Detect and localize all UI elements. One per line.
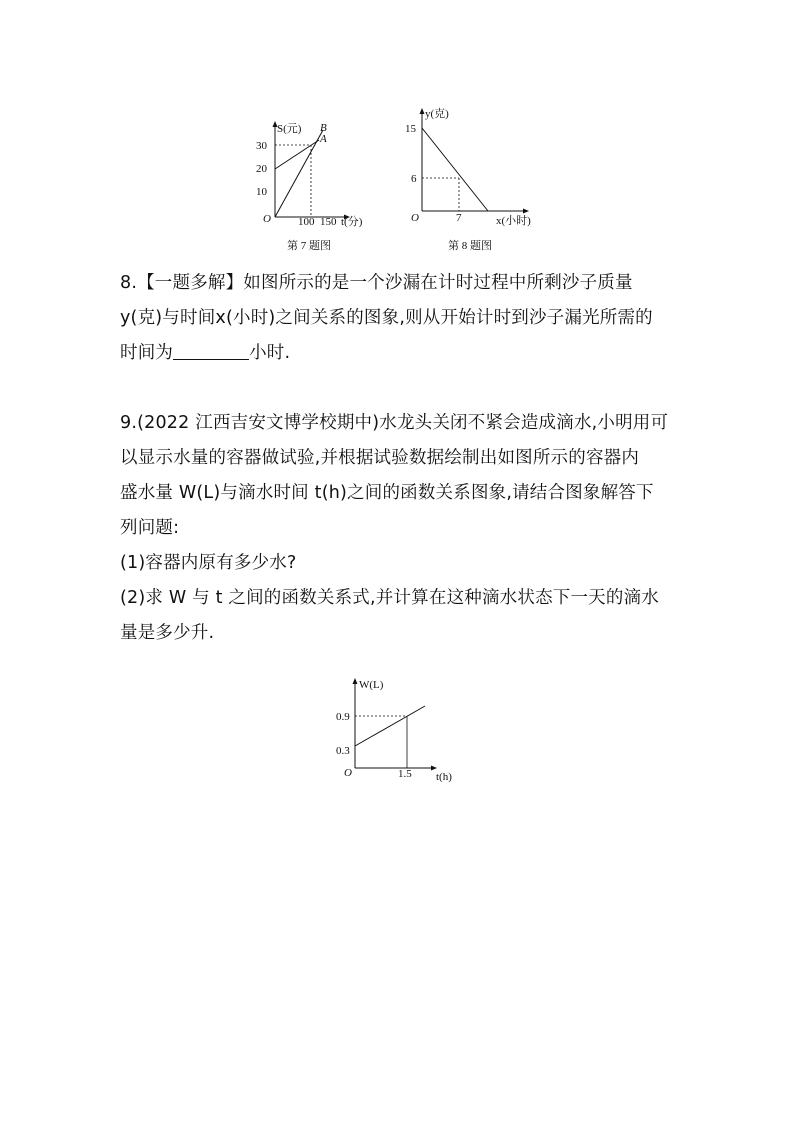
q8-line-3-after: 小时.	[249, 343, 291, 363]
fig8-x-label: x(小时)	[496, 215, 531, 227]
figure-7	[250, 118, 380, 258]
fig9-x-arrow	[431, 766, 437, 771]
answer-blank[interactable]	[173, 339, 249, 360]
fig9-y-tick-0.9: 0.9	[336, 711, 350, 723]
fig8-x-tick-7: 7	[456, 212, 462, 224]
fig7-y-label: S(元)	[277, 123, 302, 135]
question-8	[120, 266, 680, 371]
q9-part-2-line-1: (2)求 W 与 t 之间的函数关系式,并计算在这种滴水状态下一天的滴水	[120, 588, 659, 608]
q9-line-2: 以显示水量的容器做试验,并根据试验数据绘制出如图所示的容器内	[120, 448, 640, 468]
figure-8	[400, 103, 550, 258]
fig8-y-arrow	[420, 108, 425, 114]
fig7-caption: 第 7 题图	[287, 240, 331, 252]
fig9-origin: O	[344, 767, 352, 779]
fig9-y-tick-0.3: 0.3	[336, 745, 350, 757]
fig7-y-tick-20: 20	[256, 163, 267, 175]
q8-line-2: y(克)与时间x(小时)之间关系的图象,则从开始计时到沙子漏光所需的	[120, 308, 653, 328]
fig8-y-tick-6: 6	[411, 173, 417, 185]
q9-line-4: 列问题:	[120, 518, 180, 538]
fig8-line	[422, 128, 488, 211]
fig7-x-label: t(分)	[341, 216, 363, 228]
fig9-line	[355, 706, 425, 746]
q9-line-3: 盛水量 W(L)与滴水时间 t(h)之间的函数关系图象,请结合图象解答下	[120, 483, 654, 503]
q9-line-1: 9.(2022 江西吉安文博学校期中)水龙头关闭不紧会造成滴水,小明用可	[120, 413, 669, 433]
figure-9	[330, 672, 470, 787]
fig7-line-a	[275, 140, 319, 169]
q9-part-1: (1)容器内原有多少水?	[120, 553, 297, 573]
fig7-x-tick-150: 150	[320, 216, 337, 228]
q8-line-1: 8.【一题多解】如图所示的是一个沙漏在计时过程中所剩沙子质量	[120, 273, 633, 293]
fig7-y-tick-10: 10	[256, 186, 267, 198]
fig9-y-label: W(L)	[359, 679, 384, 691]
fig7-point-a: A	[320, 133, 327, 145]
question-9	[120, 406, 680, 651]
q8-line-3	[120, 336, 680, 371]
fig8-y-tick-15: 15	[405, 123, 416, 135]
q9-part-2-line-2: 量是多少升.	[120, 623, 215, 643]
fig9-y-arrow	[353, 678, 358, 684]
fig7-x-tick-100: 100	[298, 216, 315, 228]
q8-line-3-before: 时间为	[120, 343, 174, 363]
fig7-point-b: B	[320, 122, 327, 134]
fig8-origin: O	[411, 212, 419, 224]
fig9-x-tick-1.5: 1.5	[398, 768, 412, 780]
fig7-y-tick-30: 30	[256, 140, 267, 152]
fig7-origin: O	[263, 213, 271, 225]
fig7-line-b	[275, 130, 323, 217]
fig8-x-arrow	[523, 209, 529, 214]
fig8-caption: 第 8 题图	[448, 240, 492, 252]
fig8-y-label: y(克)	[425, 108, 449, 120]
fig9-x-label: t(h)	[436, 771, 452, 783]
